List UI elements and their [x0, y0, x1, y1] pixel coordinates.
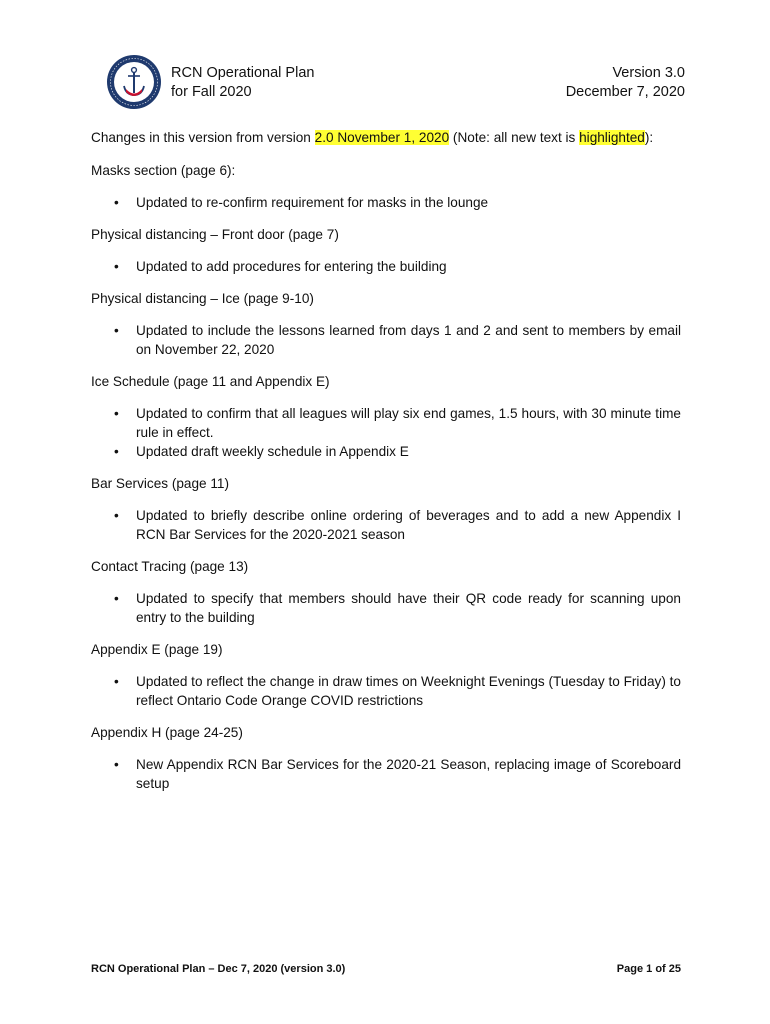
- footer-doc-title: RCN Operational Plan – Dec 7, 2020 (version 3.0): [91, 963, 346, 975]
- list-item-text: Updated to re-confirm requirement for masks in the lounge: [136, 195, 489, 210]
- page-footer: [91, 963, 681, 975]
- list-item: [91, 755, 681, 793]
- bullet-list: [91, 506, 681, 544]
- bullet-icon: •: [114, 323, 119, 338]
- section-title: Appendix H (page 24-25): [91, 725, 243, 740]
- list-item: [91, 672, 681, 710]
- list-item-text: New Appendix RCN Bar Services for the 2020-21 Season, replacing image of Scoreboard setup: [136, 757, 681, 791]
- bullet-list: [91, 672, 681, 710]
- section-title: Contact Tracing (page 13): [91, 559, 249, 574]
- section-masks: [91, 161, 681, 212]
- list-item-text: Updated draft weekly schedule in Appendix E: [136, 444, 409, 459]
- intro-highlight-word: highlighted: [579, 130, 645, 145]
- bullet-list: [91, 755, 681, 793]
- section-front-door: [91, 225, 681, 276]
- intro-highlight-version: 2.0 November 1, 2020: [314, 130, 450, 145]
- bullet-icon: •: [114, 591, 119, 606]
- section-title: Ice Schedule (page 11 and Appendix E): [91, 374, 330, 389]
- section-ice-schedule: [91, 372, 681, 461]
- list-item-text: Updated to briefly describe online ordering of beverages and to add a new Appendix I RCN Bar Services for the 2020-2021 season: [136, 508, 681, 542]
- bullet-list: [91, 257, 681, 276]
- section-contact-tracing: [91, 557, 681, 627]
- footer-page-number: Page 1 of 25: [616, 963, 681, 975]
- section-bar-services: [91, 474, 681, 544]
- list-item-text: Updated to reflect the change in draw times on Weeknight Evenings (Tuesday to Friday) to reflect Ontario Code Orange COVID restrictions: [136, 674, 681, 708]
- list-item: [91, 506, 681, 544]
- list-item: [91, 442, 681, 461]
- section-title: Bar Services (page 11): [91, 476, 230, 491]
- list-item: [91, 589, 681, 627]
- section-title: Physical distancing – Ice (page 9-10): [91, 291, 314, 306]
- document-body: [91, 128, 681, 806]
- bullet-list: [91, 589, 681, 627]
- list-item: [91, 404, 681, 442]
- section-appendix-e: [91, 640, 681, 710]
- header-title-line1: RCN Operational Plan: [171, 65, 315, 81]
- intro-suffix: ):: [644, 130, 654, 145]
- intro-paragraph: [91, 128, 681, 147]
- document-header-title: [171, 64, 314, 102]
- bullet-icon: •: [114, 195, 119, 210]
- bullet-list: [91, 404, 681, 461]
- section-title: Appendix E (page 19): [91, 642, 223, 657]
- section-title: Physical distancing – Front door (page 7): [91, 227, 339, 242]
- header-date: December 7, 2020: [565, 84, 685, 100]
- list-item: [91, 193, 681, 212]
- list-item-text: Updated to include the lessons learned from days 1 and 2 and sent to members by email on November 22, 2020: [136, 323, 681, 357]
- section-title: Masks section (page 6):: [91, 163, 236, 178]
- bullet-icon: •: [114, 508, 119, 523]
- list-item-text: Updated to add procedures for entering the building: [136, 259, 447, 274]
- section-appendix-h: [91, 723, 681, 793]
- list-item-text: Updated to confirm that all leagues will play six end games, 1.5 hours, with 30 minute time rule in effect.: [136, 406, 681, 440]
- list-item: [91, 321, 681, 359]
- bullet-list: [91, 321, 681, 359]
- section-ice-distancing: [91, 289, 681, 359]
- header-title-line2: for Fall 2020: [171, 84, 252, 100]
- list-item: [91, 257, 681, 276]
- bullet-list: [91, 193, 681, 212]
- club-logo-icon: [106, 54, 162, 110]
- intro-prefix: Changes in this version from version: [91, 130, 315, 145]
- list-item-text: Updated to specify that members should have their QR code ready for scanning upon entry to the building: [136, 591, 681, 625]
- header-version: Version 3.0: [612, 65, 685, 81]
- bullet-icon: •: [114, 757, 119, 772]
- bullet-icon: •: [114, 259, 119, 274]
- intro-middle: (Note: all new text is: [449, 130, 580, 145]
- bullet-icon: •: [114, 444, 119, 459]
- bullet-icon: •: [114, 406, 119, 421]
- bullet-icon: •: [114, 674, 119, 689]
- document-header-version: [566, 64, 685, 102]
